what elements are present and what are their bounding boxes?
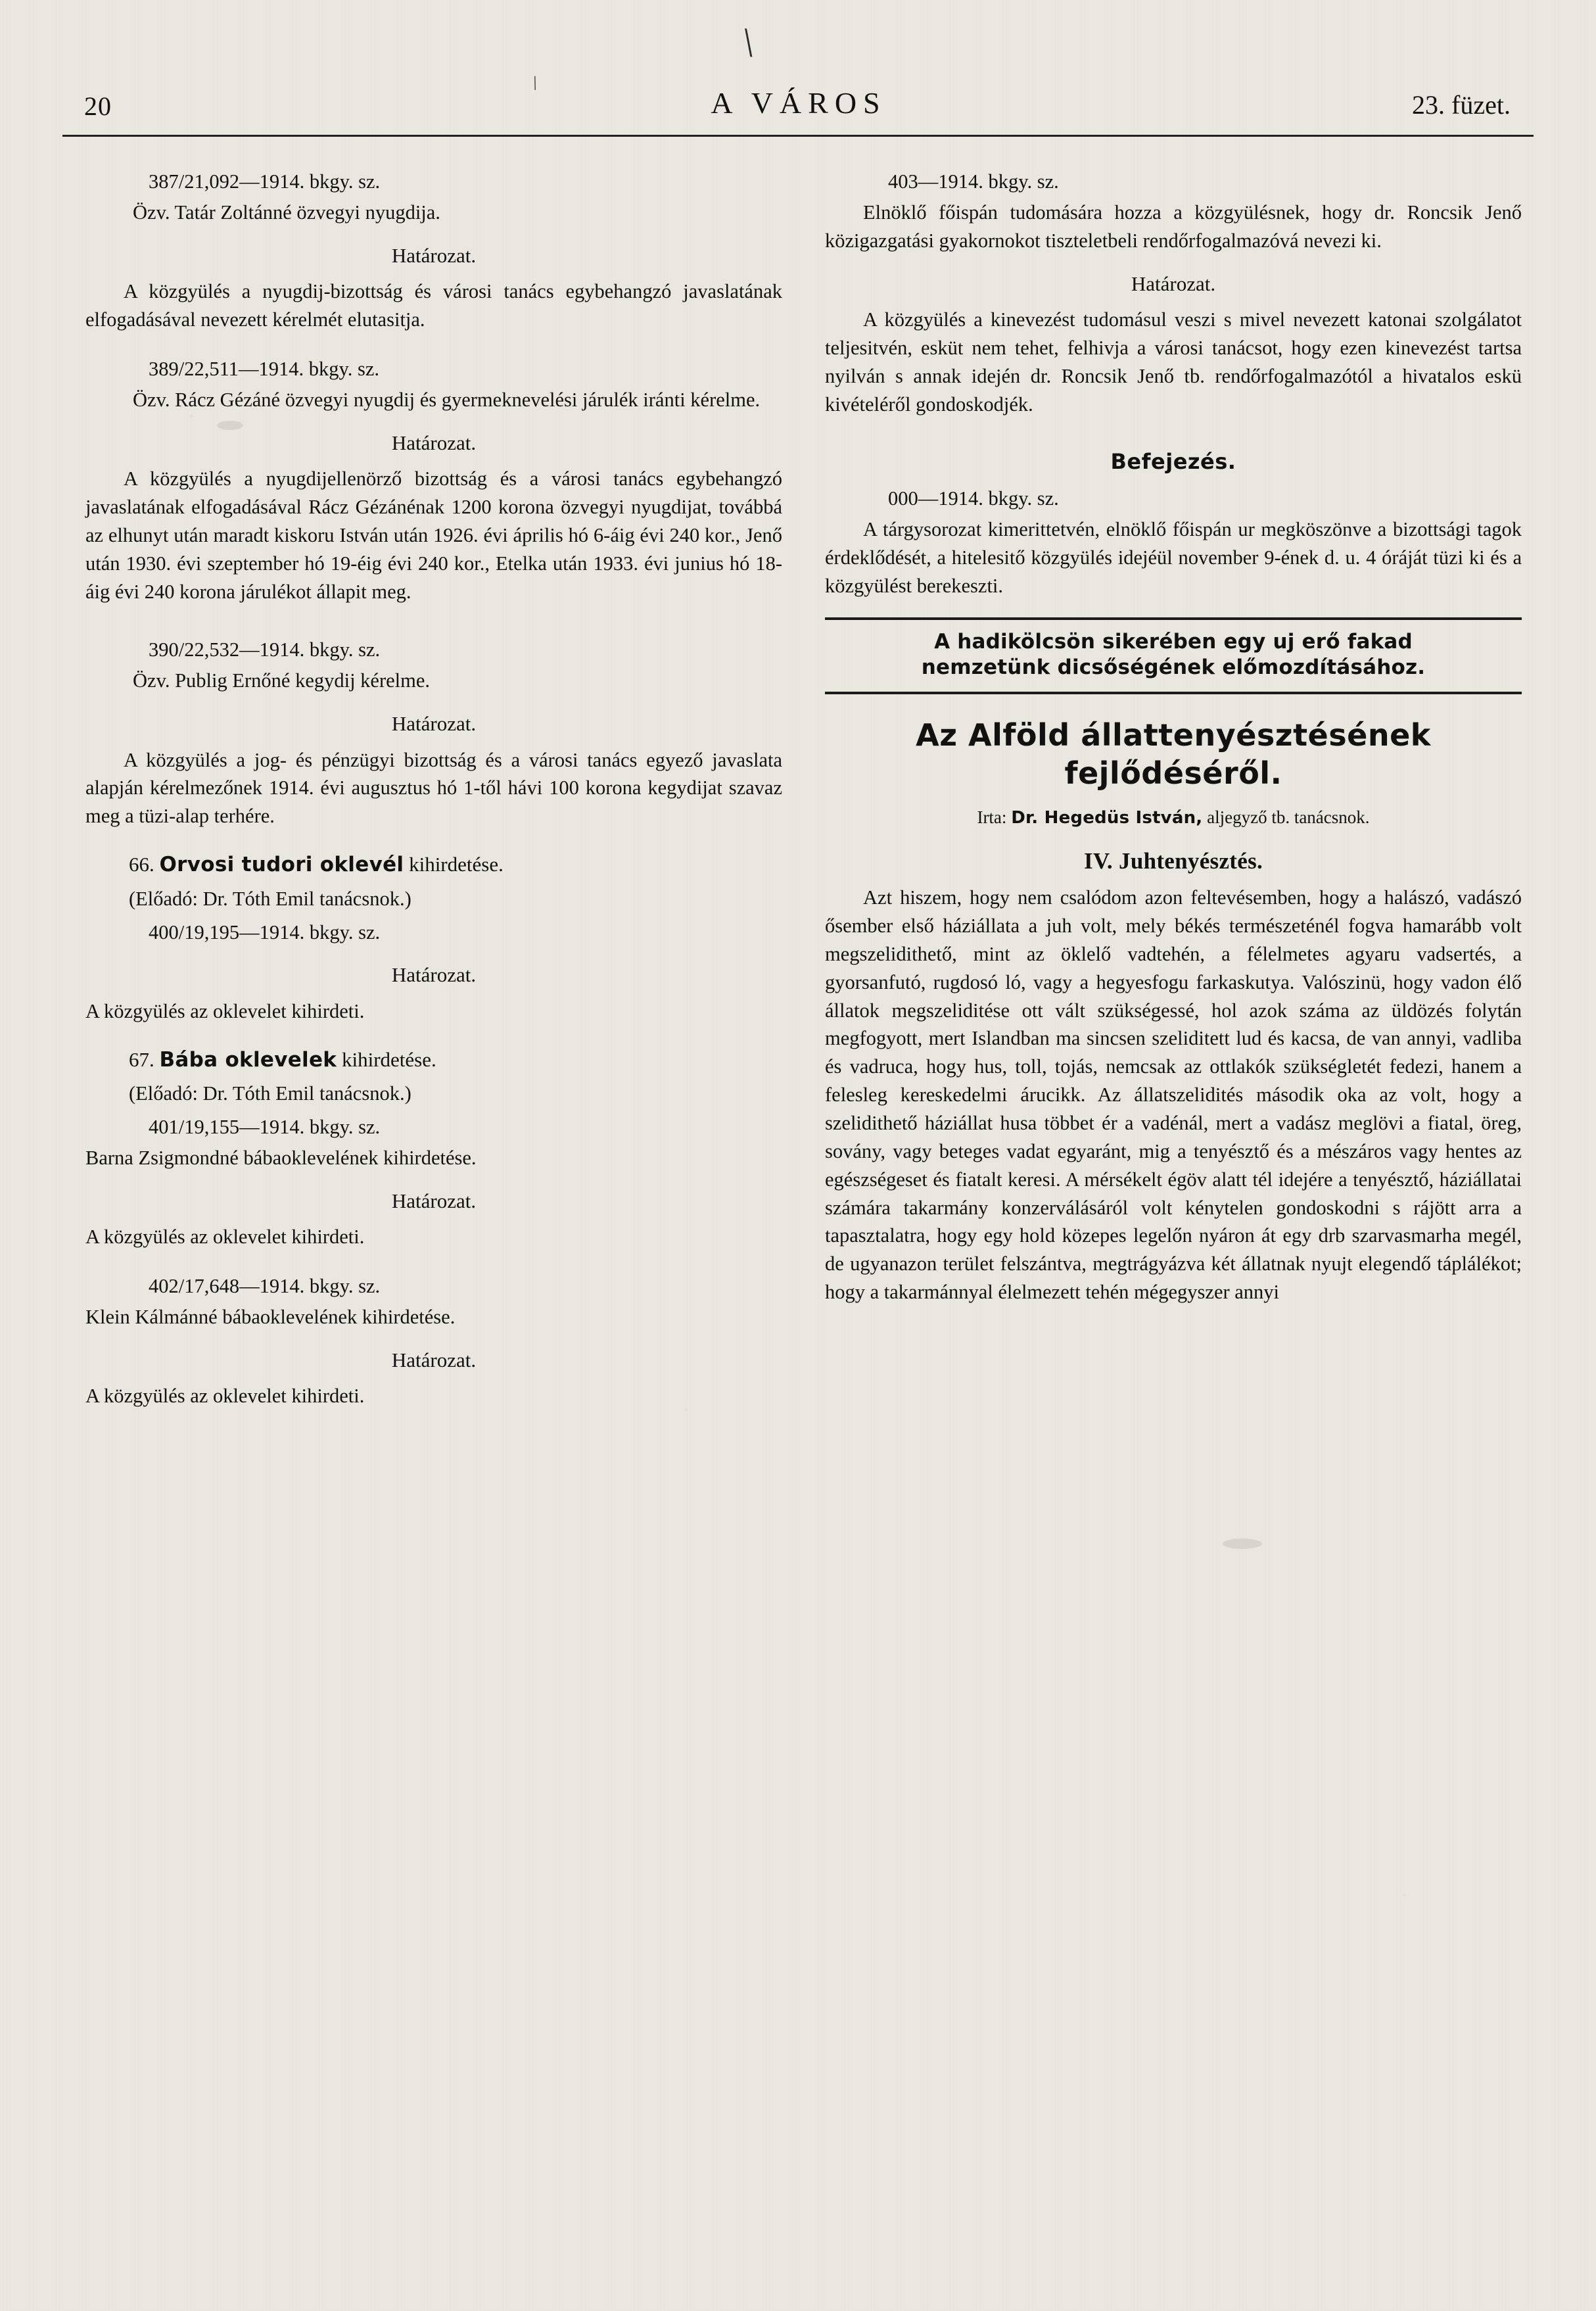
- byline-suffix: aljegyző tb. tanácsnok.: [1202, 807, 1370, 828]
- page-header: [79, 85, 1518, 131]
- entry-reference: 387/21,092—1914. bkgy. sz.: [149, 170, 381, 193]
- left-column: [85, 168, 782, 1412]
- entry-body: A közgyülés a nyugdij-bizottság és városi tanács egybehangzó javaslatának elfogadásával nevezett kérelmét elutasitja.: [85, 280, 782, 331]
- agenda-item-presenter: (Előadó: Dr. Tóth Emil tanácsnok.): [129, 1082, 411, 1105]
- agenda-item-title-suffix: kihirdetése.: [337, 1047, 436, 1071]
- entry-extra: Klein Kálmánné bábaoklevelének kihirdetése.: [85, 1306, 456, 1329]
- entry-reference: 403—1914. bkgy. sz.: [888, 170, 1059, 193]
- article-byline: [825, 805, 1522, 830]
- entry-subject: Özv. Tatár Zoltánné özvegyi nyugdija.: [133, 201, 440, 224]
- decision-label: Határozat.: [391, 243, 477, 267]
- header-divider: [62, 135, 1534, 137]
- article-section-label: IV. Juhtenyésztés.: [1083, 848, 1263, 874]
- agenda-item-number: 67.: [129, 1047, 154, 1071]
- decision-label: Határozat.: [391, 963, 477, 987]
- agenda-item-66: [85, 850, 782, 1026]
- war-loan-banner: [825, 617, 1522, 694]
- entry-body: A közgyülés a nyugdijellenörző bizottság és a városi tanács egybehangzó javaslatának elfogadásával Rácz Gézánénak 1200 korona özvegyi nyugdijat, továbbá az elhunyt után maradt kiskoru István után 1926. évi április hó 6-áig évi 240 kor., Jenő után 1930. évi szeptember hó 19-éig évi 240 kor., Etelka után 1933. évi junius hó 18-áig évi 240 korona járulékot állapit meg.: [85, 467, 782, 603]
- agenda-item-title-suffix: kihirdetése.: [404, 853, 504, 876]
- decision-label: Határozat.: [391, 712, 477, 736]
- smudge-2: [1223, 1538, 1262, 1549]
- publication-title: A VÁROS: [711, 86, 887, 120]
- entry-389: [85, 355, 782, 606]
- entry-402: [85, 1272, 782, 1410]
- entry-body: A közgyülés az oklevelet kihirdeti.: [85, 1385, 365, 1408]
- banner-line-1: A hadikölcsön sikerében egy uj erő fakad: [934, 629, 1413, 654]
- article-title: [825, 717, 1522, 792]
- article-title-line-1: Az Alföld állattenyésztésének: [916, 717, 1431, 753]
- entry-reference: 390/22,532—1914. bkgy. sz.: [149, 638, 381, 661]
- entry-subject: Elnöklő főispán tudomására hozza a közgyülésnek, hogy dr. Roncsik Jenő közigazgatási gyakornokot tiszteletbeli rendőrfogalmazóvá nevezi ki.: [825, 201, 1522, 252]
- entry-403: [825, 168, 1522, 418]
- entry-subject: Özv. Publig Ernőné kegydij kérelme.: [133, 669, 431, 692]
- article-title-line-2: fejlődéséről.: [1064, 755, 1282, 791]
- entry-reference: 400/19,195—1914. bkgy. sz.: [149, 920, 381, 943]
- decision-label: Határozat.: [391, 1189, 477, 1212]
- byline-prefix: Irta:: [977, 807, 1012, 828]
- entry-reference: 401/19,155—1914. bkgy. sz.: [149, 1116, 381, 1139]
- entry-387: [85, 168, 782, 334]
- decision-label: Határozat.: [391, 431, 477, 454]
- article-section-heading: [825, 845, 1522, 877]
- agenda-item-title: Bába oklevelek: [159, 1047, 337, 1072]
- closing-body: A tárgysorozat kimerittetvén, elnöklő főispán ur megköszönve a bizottsági tagok érdeklődését, a hitelesitő közgyülés idejéül november 9-ének d. u. 4 óráját tüzi ki és a közgyülést berekeszti.: [825, 518, 1522, 597]
- closing-heading: Befejezés.: [1110, 449, 1236, 475]
- agenda-item-presenter: (Előadó: Dr. Tóth Emil tanácsnok.): [129, 887, 411, 910]
- entry-reference: 402/17,648—1914. bkgy. sz.: [149, 1275, 381, 1298]
- byline-author: Dr. Hegedüs István,: [1011, 808, 1203, 828]
- right-column: [825, 168, 1522, 1306]
- agenda-item-heading: [85, 850, 782, 880]
- agenda-item-67: [85, 1045, 782, 1251]
- agenda-item-title: Orvosi tudori oklevél: [159, 853, 404, 877]
- entry-extra: Barna Zsigmondné bábaoklevelének kihirdetése.: [85, 1147, 477, 1169]
- closing-section: [825, 447, 1522, 600]
- decision-label: Határozat.: [1131, 272, 1216, 295]
- entry-body: A közgyülés a jog- és pénzügyi bizottság és a városi tanács egyező javaslata alapján kérelmezőnek 1914. évi augusztus hó 1-től hávi 100 korona kegydijat szavaz meg a tüzi-alap terhére.: [85, 748, 782, 828]
- entry-body: A közgyülés a kinevezést tudomásul veszi s mivel nevezett katonai szolgálatot teljesitvén, esküt nem tehet, felhivja a városi tanácsot, hogy ezen kinevezést tartsa nyilván s annak idején dr. Roncsik Jenő tb. rendőrfogalmazótól a hivatalos eskü kivételéről gondoskodjék.: [825, 308, 1522, 416]
- entry-body: A közgyülés az oklevelet kihirdeti.: [85, 1226, 365, 1249]
- article-body: Azt hiszem, hogy nem csalódom azon feltevésemben, hogy a halászó, vadászó ősember első háziállata a juh volt, mely békés természeténél fogva hamarább volt megszelidithető, mint az öklelő vadtehén, a félelmetes agyaru vadsertés, a gyorsanfutó, rugdosó ló, vagy a hegyesfogu farkaskutya. Valószinü, hogy vadon élő állatok megszeliditése ott vált szükségessé, hol azok száma az üldözés folytán megfogyott, mert Islandban ma sincsen szeliditett lud és kacsa, de van annyi, vadliba és vadruca, hogy hus, toll, tojás, nemcsak az ottlakók szükségletét fedezi, hanem a felesleg kereskedelmi árucikk. Az állatszelidités második oka az volt, hogy a szelidithető háziállat husa többet ér a vadénál, mert a vadász meglövi a fiatal, öreg, sovány, vagy beteges vadat egyaránt, mig a tenyésztő és a mészáros vagy hentes az egészségeset és fiatalt keresi. A mérsékelt égöv alatt tél idejére a tenyésztő, háziállatai számára takarmány konzerválásáról volt kénytelen gondoskodni s rájött arra a tapasztalatra, hogy egy hold közepes legelőn nyáron át egy drb szarvasmarha megél, de ugyanazon terület felszántva, megtrágyázva két állatnak nyujt elegendő táplálékot; hogy a takarmánnyal élelmezett tehén mégegyszer annyi: [825, 886, 1522, 1304]
- ink-mark-icon: \: [739, 20, 757, 66]
- agenda-item-heading: [85, 1045, 782, 1075]
- ink-mark-secondary-icon: /: [528, 72, 542, 95]
- entry-reference: 389/22,511—1914. bkgy. sz.: [149, 357, 380, 380]
- entry-reference: 000—1914. bkgy. sz.: [888, 487, 1059, 510]
- entry-390: [85, 636, 782, 830]
- page-number: 20: [84, 91, 112, 121]
- entry-subject: Özv. Rácz Gézáné özvegyi nyugdij és gyermeknevelési járulék iránti kérelme.: [133, 388, 761, 411]
- agenda-item-number: 66.: [129, 853, 154, 876]
- issue-number: 23. füzet.: [1412, 90, 1511, 120]
- entry-body: A közgyülés az oklevelet kihirdeti.: [85, 999, 365, 1022]
- decision-label: Határozat.: [391, 1348, 477, 1371]
- banner-line-2: nemzetünk dicsőségének előmozdításához.: [921, 655, 1426, 680]
